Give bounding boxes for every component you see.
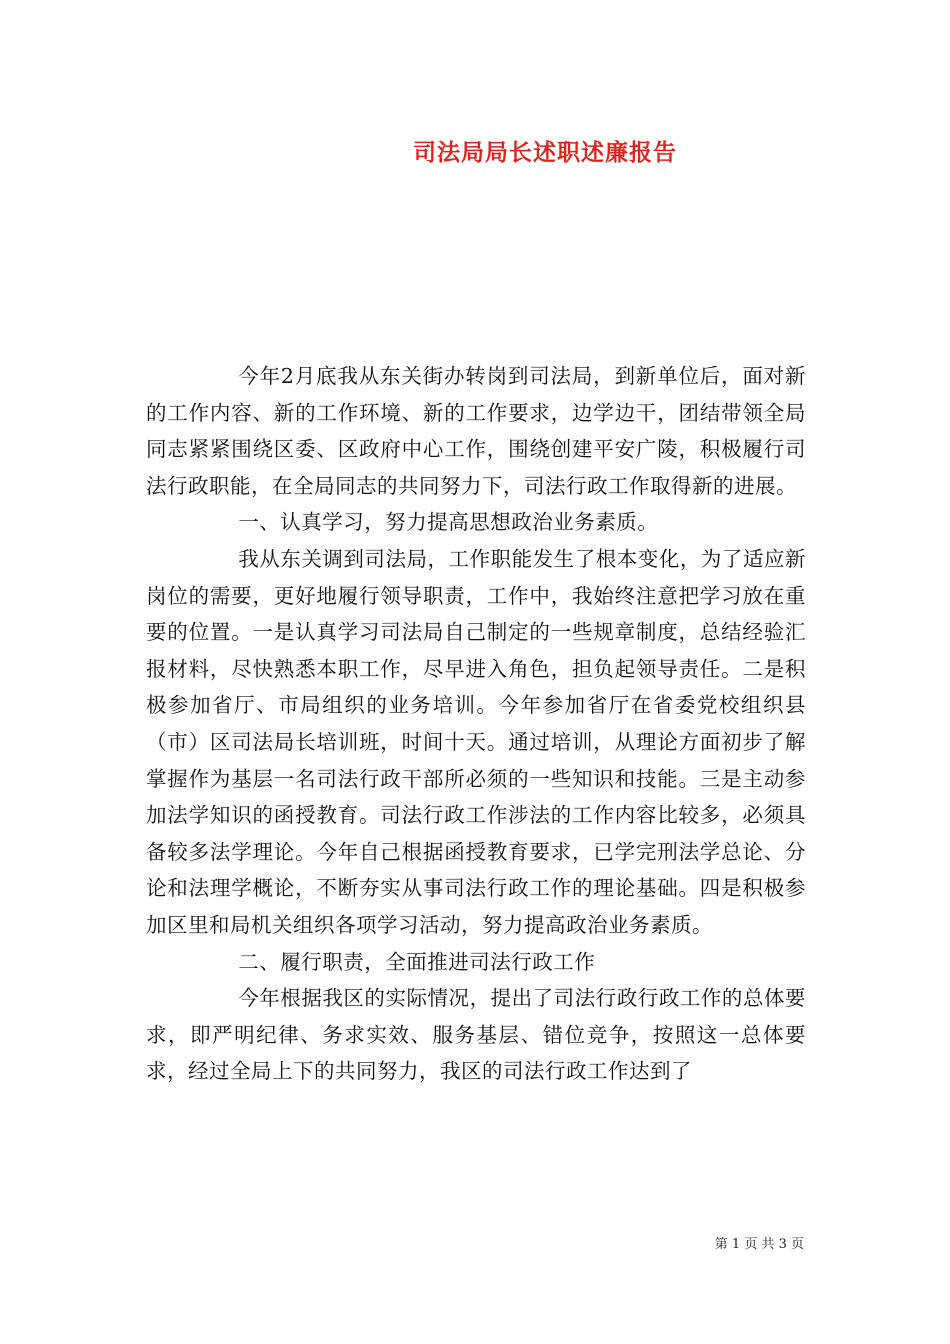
paragraph-study: 我从东关调到司法局，工作职能发生了根本变化，为了适应新岗位的需要，更好地履行领导职责，工作中，我始终注意把学习放在重要的位置。一是认真学习司法局自己制定的一些规章制度，总结经验汇报材料，尽快熟悉本职工作，尽早进入角色，担负起领导责任。二是积极参加省厅、市局组织的业务培训。今年参加省厅在省委党校组织县（市）区司法局长培训班，时间十天。通过培训，从理论方面初步了解掌握作为基层一名司法行政干部所必须的一些知识和技能。三是主动参加法学知识的函授教育。司法行政工作涉法的工作内容比较多，必须具备较多法学理论。今年自己根据函授教育要求，已学完刑法学总论、分论和法理学概论，不断夯实从事司法行政工作的理论基础。四是积极参加区里和局机关组织各项学习活动，努力提高政治业务素质。	[146, 546, 806, 937]
paragraph-duties: 今年根据我区的实际情况，提出了司法行政行政工作的总体要求，即严明纪律、务求实效、服务基层、错位竞争，按照这一总体要求，经过全局上下的共同努力，我区的司法行政工作达到了	[146, 986, 806, 1084]
page-number-footer: 第 1 页 共 3 页	[714, 1237, 804, 1252]
paragraph-intro: 今年2月底我从东关街办转岗到司法局，到新单位后，面对新的工作内容、新的工作环境、新的工作要求，边学边干，团结带领全局同志紧紧围绕区委、区政府中心工作，围绕创建平安广陵，积极履行司法行政职能，在全局同志的共同努力下，司法行政工作取得新的进展。	[146, 364, 806, 498]
section-heading-2: 二、履行职责，全面推进司法行政工作	[238, 949, 596, 974]
document-body	[146, 358, 806, 1090]
document-title: 司法局局长述职述廉报告	[413, 139, 677, 166]
section-heading-1: 一、认真学习，努力提高思想政治业务素质。	[238, 510, 659, 535]
